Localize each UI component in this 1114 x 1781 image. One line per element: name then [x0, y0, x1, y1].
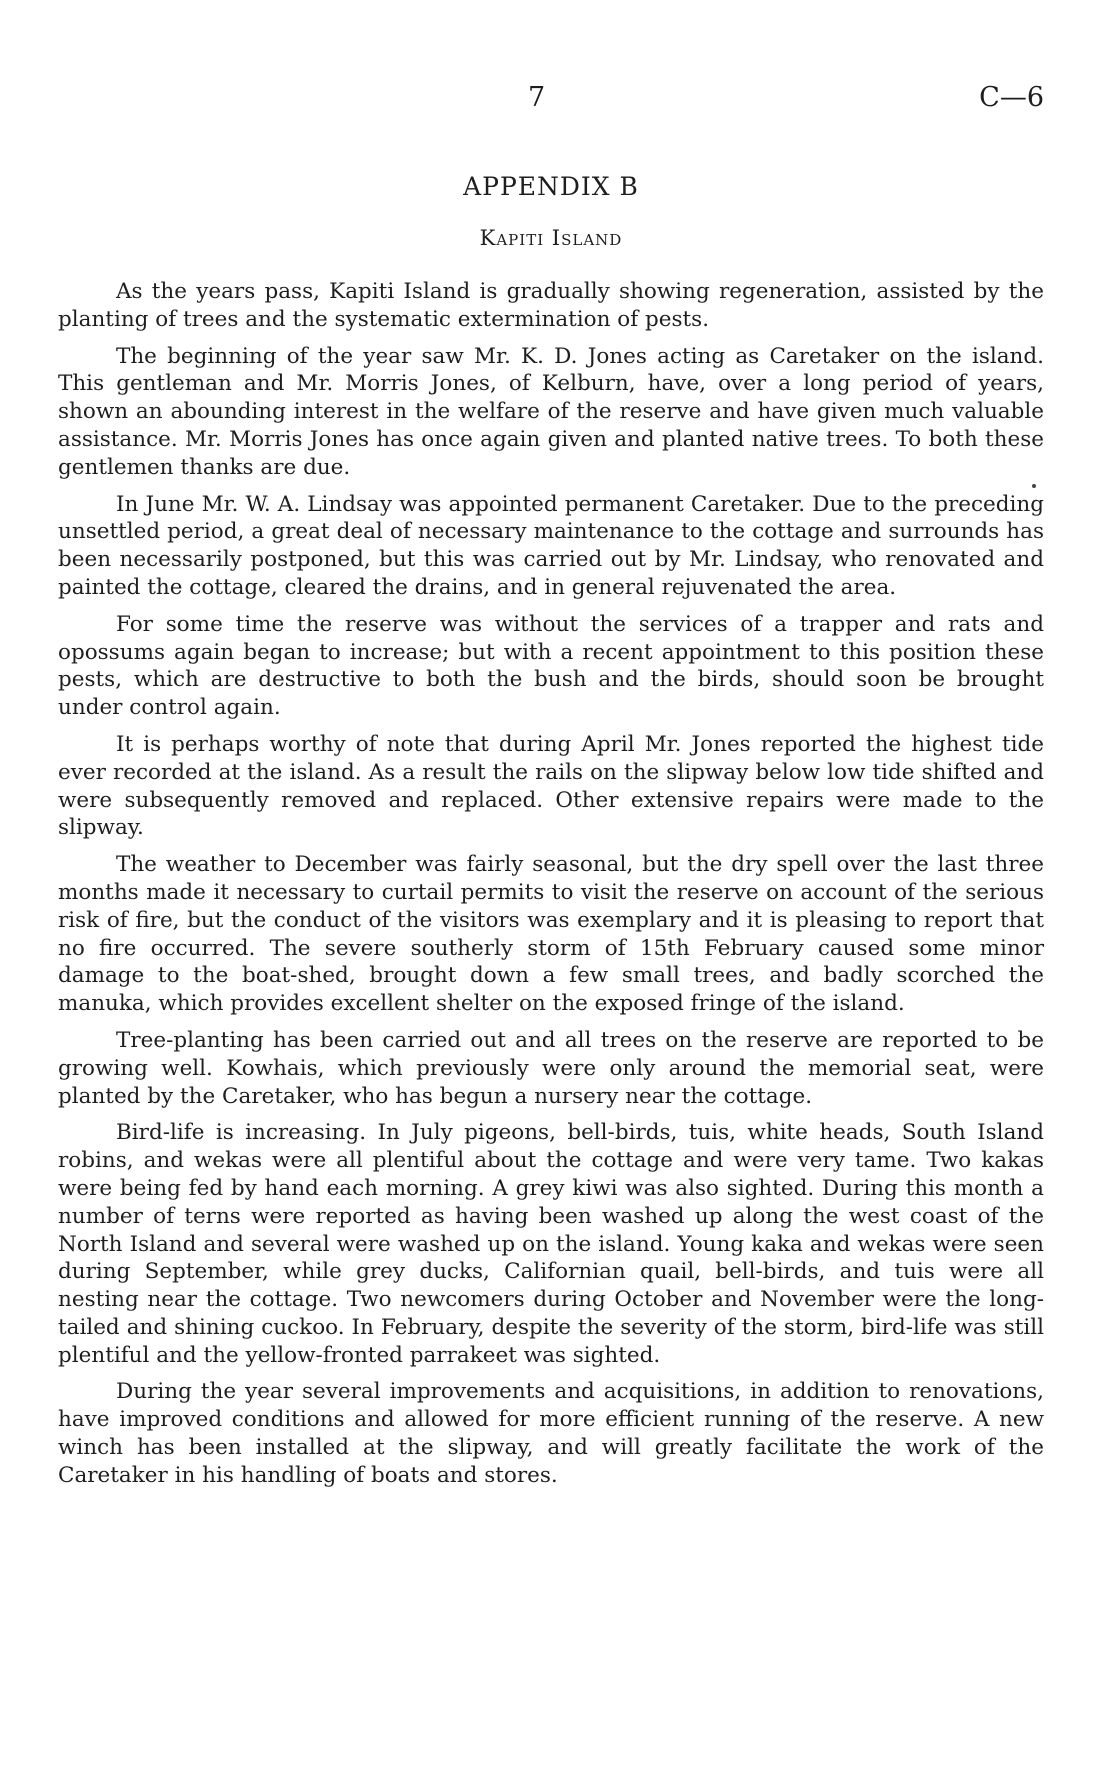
- paragraph-intro: As the years pass, Kapiti Island is gradually showing regeneration, assisted by the planting of trees and the systematic extermination of pests.: [58, 279, 1044, 332]
- paragraph-highest-tide: It is perhaps worthy of note that during April Mr. Jones reported the highest tide ever recorded at the island. As a result the rails on the slipway below low tide shifted and were subsequently removed and replaced. Other extensive repairs were made to the slipway.: [58, 731, 1044, 841]
- document-page: [58, 0, 1044, 1781]
- appendix-title: APPENDIX B: [463, 172, 639, 201]
- paragraph-bird-life: Bird-life is increasing. In July pigeons, bell-birds, tuis, white heads, South Island robins, and wekas were all plentiful about the cottage and were very tame. Two kakas were being fed by hand each morning. A grey kiwi was also sighted. During this month a number of terns were reported as having been washed up along the west coast of the North Island and several were washed up on the island. Young kaka and wekas were seen during September, while grey ducks, Californian quail, bell-birds, and tuis were all nesting near the cottage. Two newcomers during October and November were the long-tailed and shining cuckoo. In February, despite the severity of the storm, bird-life was still plentiful and the yellow-fronted parrakeet was sighted.: [58, 1120, 1044, 1368]
- paragraph-jones-caretaker: The beginning of the year saw Mr. K. D. Jones acting as Caretaker on the island. This gentleman and Mr. Morris Jones, of Kelburn, have, over a long period of years, shown an abounding interest in the welfare of the reserve and have given much valuable assistance. Mr. Morris Jones has once again given and planted native trees. To both these gentlemen thanks are due.: [58, 343, 1044, 480]
- page-number: 7: [528, 82, 546, 113]
- paragraph-lindsay-appointment: In June Mr. W. A. Lindsay was appointed permanent Caretaker. Due to the preceding unsettled period, a great deal of necessary maintenance to the cottage and surrounds has been necessarily postponed, but this was carried out by Mr. Lindsay, who renovated and painted the cottage, cleared the drains, and in general rejuvenated the area.: [58, 491, 1044, 600]
- body-text: [58, 278, 1044, 1499]
- section-title: Kapiti Island: [479, 226, 623, 250]
- margin-mark: [1032, 484, 1036, 488]
- paragraph-improvements: During the year several improvements and acquisitions, in addition to renovations, have improved conditions and allowed for more efficient running of the reserve. A new winch has been installed at the slipway, and will greatly facilitate the work of the Caretaker in his handling of boats and stores.: [58, 1379, 1044, 1488]
- paragraph-weather: The weather to December was fairly seasonal, but the dry spell over the last three months made it necessary to curtail permits to visit the reserve on account of the serious risk of fire, but the conduct of the visitors was exemplary and it is pleasing to report that no fire occurred. The severe southerly storm of 15th February caused some minor damage to the boat-shed, brought down a few small trees, and badly scorched the manuka, which provides excellent shelter on the exposed fringe of the island.: [58, 852, 1044, 1017]
- paragraph-pests: For some time the reserve was without the services of a trapper and rats and opossums again began to increase; but with a recent appointment to this position these pests, which are destructive to both the bush and the birds, should soon be brought under control again.: [58, 611, 1044, 721]
- paragraph-tree-planting: Tree-planting has been carried out and all trees on the reserve are reported to be growing well. Kowhais, which previously were only around the memorial seat, were planted by the Caretaker, who has begun a nursery near the cottage.: [58, 1027, 1044, 1109]
- page-code: C—6: [979, 82, 1044, 113]
